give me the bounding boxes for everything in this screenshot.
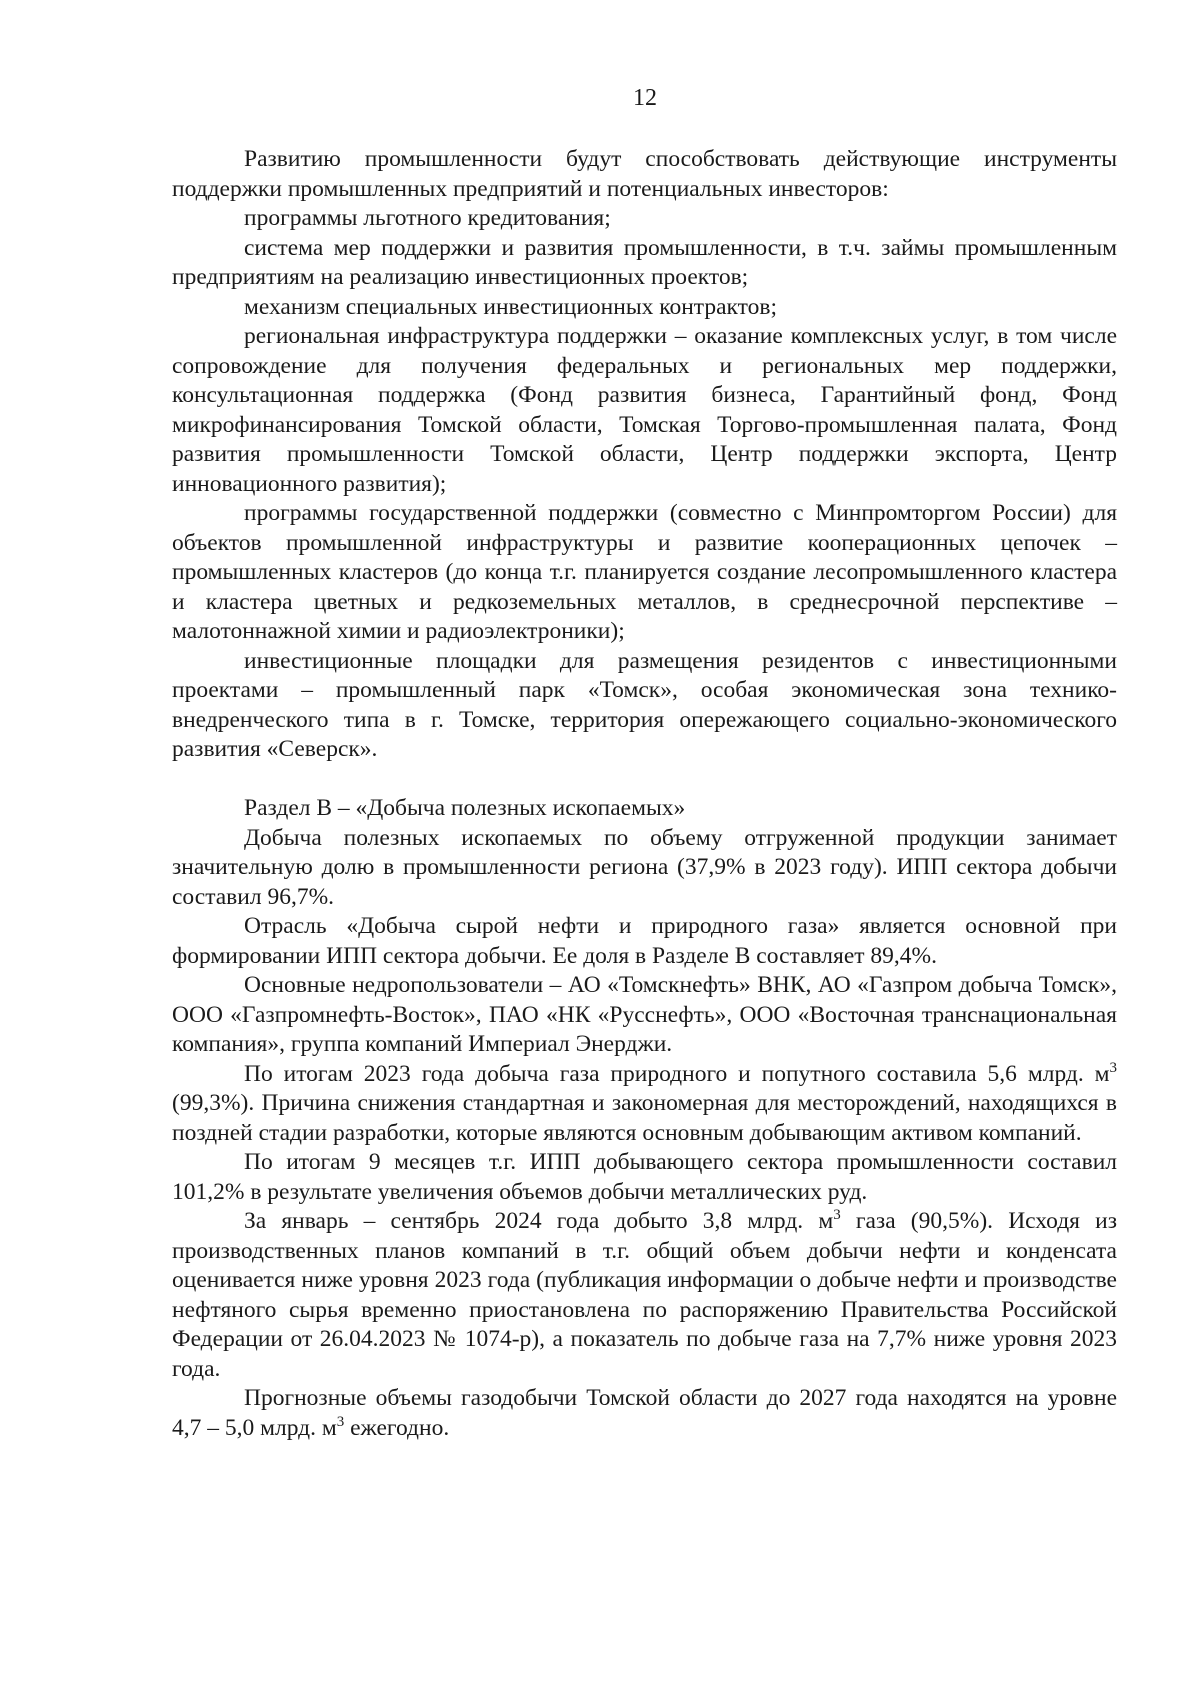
paragraph-gas-2023 (172, 1060, 1117, 1149)
list-item-regional-infrastructure: региональная инфраструктура поддержки – оказание комплексных услуг, в том числе сопровождение для получения федеральных и региональных мер поддержки, консультационная поддержка (Фонд развития бизнеса, Гарантийный фонд, Фонд микрофинансирования Томской области, Томская Торгово-промышленная палата, Фонд развития промышленности Томской области, Центр поддержки экспорта, Центр инновационного развития); (172, 323, 1117, 497)
paragraph-ipp-9-months: По итогам 9 месяцев т.г. ИПП добывающего сектора промышленности составил 101,2% в результате увеличения объемов добычи металлических руд. (172, 1149, 1117, 1205)
list-item-investment-sites: инвестиционные площадки для размещения резидентов с инвестиционными проектами – промышленный парк «Томск», особая экономическая зона технико-внедренческого типа в г. Томске, территория опережающего социально-экономического развития «Северск». (172, 647, 1117, 762)
cubic-superscript: 3 (833, 1207, 841, 1224)
gas-2023-text-start: По итогам 2023 года добыча газа природного и попутного составила 5,6 млрд. м (244, 1060, 1110, 1087)
paragraph-mining-share: Добыча полезных ископаемых по объему отгруженной продукции занимает значительную долю в промышленности региона (37,9% в 2023 году). ИПП сектора добычи составил 96,7%. (172, 824, 1117, 910)
forecast-text-end: ежегодно. (344, 1414, 450, 1441)
list-item-support-system: система мер поддержки и развития промышленности, в т.ч. займы промышленным предприятиям на реализацию инвестиционных проектов; (172, 234, 1117, 290)
section-heading: Раздел B – «Добыча полезных ископаемых» (244, 795, 686, 821)
page-number: 12 (633, 85, 657, 111)
jan-sep-text-end: газа (90,5%). Исходя из производственных планов компаний в т.г. общий объем добычи нефти и конденсата оценивается ниже уровня 2023 года (публикация информации о добыче нефти и производстве нефтяного сырья временно приостановлена по распоряжению Правительства Российской Федерации от 26.04.2023 № 1074-р), а показатель по добыче газа на 7,7% ниже уровня 2023 года. (172, 1208, 1118, 1382)
list-item-special-contracts: механизм специальных инвестиционных контрактов; (244, 293, 777, 320)
paragraph-oil-gas-industry: Отрасль «Добыча сырой нефти и природного газа» является основной при формировании ИПП сектора добычи. Ее доля в Разделе B составляет 89,4%. (172, 913, 1117, 969)
list-item-credit-programs: программы льготного кредитования; (244, 205, 611, 231)
paragraph-intro: Развитию промышленности будут способствовать действующие инструменты поддержки промышленных предприятий и потенциальных инвесторов: (172, 146, 1117, 202)
paragraph-jan-sep-2024 (172, 1207, 1117, 1384)
gas-2023-text-end: (99,3%). Причина снижения стандартная и закономерная для месторождений, находящихся в поздней стадии разработки, которые являются основным добывающим активом компаний. (172, 1090, 1117, 1146)
document-body (172, 145, 1117, 1443)
forecast-text-start: Прогнозные объемы газодобычи Томской области до 2027 года находятся на уровне 4,7 – 5,0 млрд. м (172, 1385, 1117, 1441)
jan-sep-text-start: За январь – сентябрь 2024 года добыто 3,8 млрд. м (244, 1208, 834, 1234)
paragraph-forecast-2027 (172, 1384, 1117, 1443)
list-item-state-support-programs: программы государственной поддержки (совместно с Минпромторгом России) для объектов промышленной инфраструктуры и развитие кооперационных цепочек – промышленных кластеров (до конца т.г. планируется создание лесопромышленного кластера и кластера цветных и редкоземельных металлов, в среднесрочной перспективе – малотоннажной химии и радиоэлектроники); (172, 500, 1117, 644)
cubic-superscript: 3 (1109, 1059, 1117, 1076)
cubic-superscript: 3 (336, 1413, 345, 1430)
paragraph-subsoil-users: Основные недропользователи – АО «Томскнефть» ВНК, АО «Газпром добыча Томск», ООО «Газпромнефть-Восток», ПАО «НК «Русснефть», ООО «Восточная транснациональная компания», группа компаний Империал Энерджи. (172, 972, 1117, 1057)
